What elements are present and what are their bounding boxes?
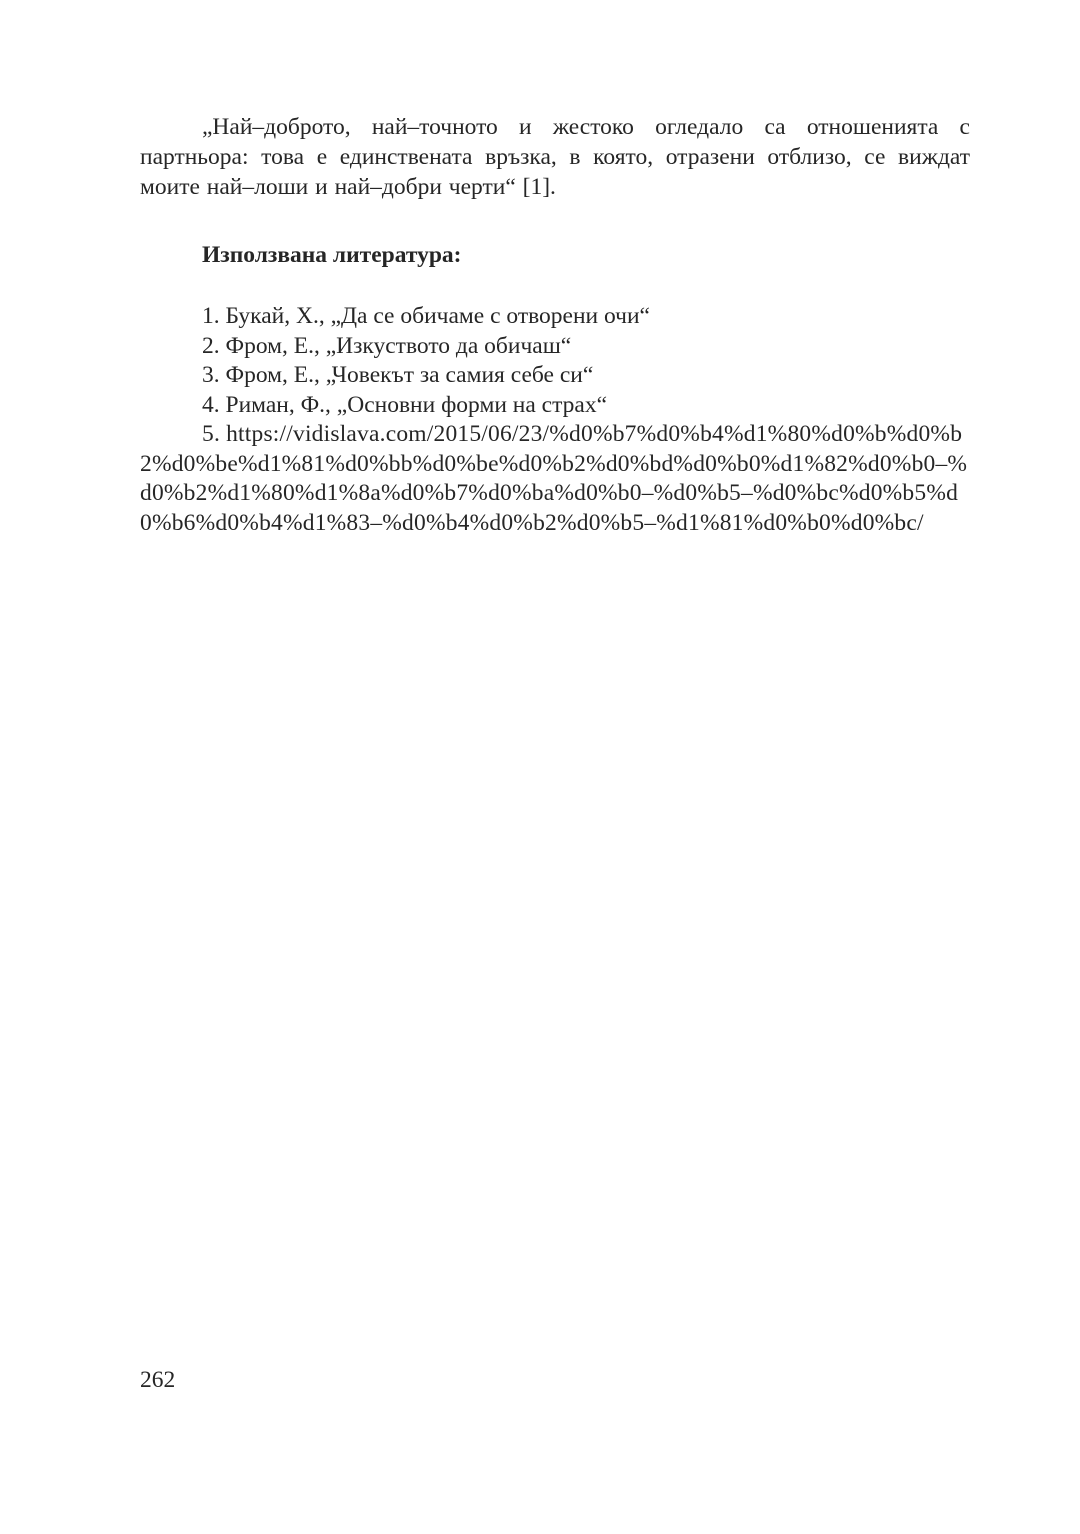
- quote-paragraph: „Най–доброто, най–точното и жестоко огледало са отношенията с партньора: това е единствената връзка, в която, отразени отблизо, се виждат моите най–лоши и най–добри черти“ [1].: [140, 114, 970, 200]
- references-list: [140, 302, 970, 538]
- reference-item: 4. Риман, Ф., „Основни форми на страх“: [202, 391, 608, 418]
- reference-item-url: 5. https://vidislava.com/2015/06/23/%d0%b7%d0%b4%d1%80%d0%b%d0%b2%d0%be%d1%81%d0%bb%d0%be%d0%b2%d0%bd%d0%b0%d1%82%d0%b0–%d0%b2%d1%80%d1%8a%d0%b7%d0%ba%d0%b0–%d0%b5–%d0%bc%d0%b5%d0%b6%d0%b4%d1%83–%d0%b4%d0%b2%d0%b5–%d1%81%d0%b0%d0%bc/: [140, 421, 968, 536]
- reference-item: 2. Фром, Е., „Изкуството да обичаш“: [202, 332, 572, 359]
- page-content: [140, 112, 970, 538]
- reference-item: 3. Фром, Е., „Човекът за самия себе си“: [202, 362, 594, 388]
- references-heading: Използвана литература:: [202, 242, 462, 268]
- reference-item: 1. Букай, Х., „Да се обичаме с отворени очи“: [202, 303, 650, 329]
- page-number: 262: [140, 1367, 176, 1393]
